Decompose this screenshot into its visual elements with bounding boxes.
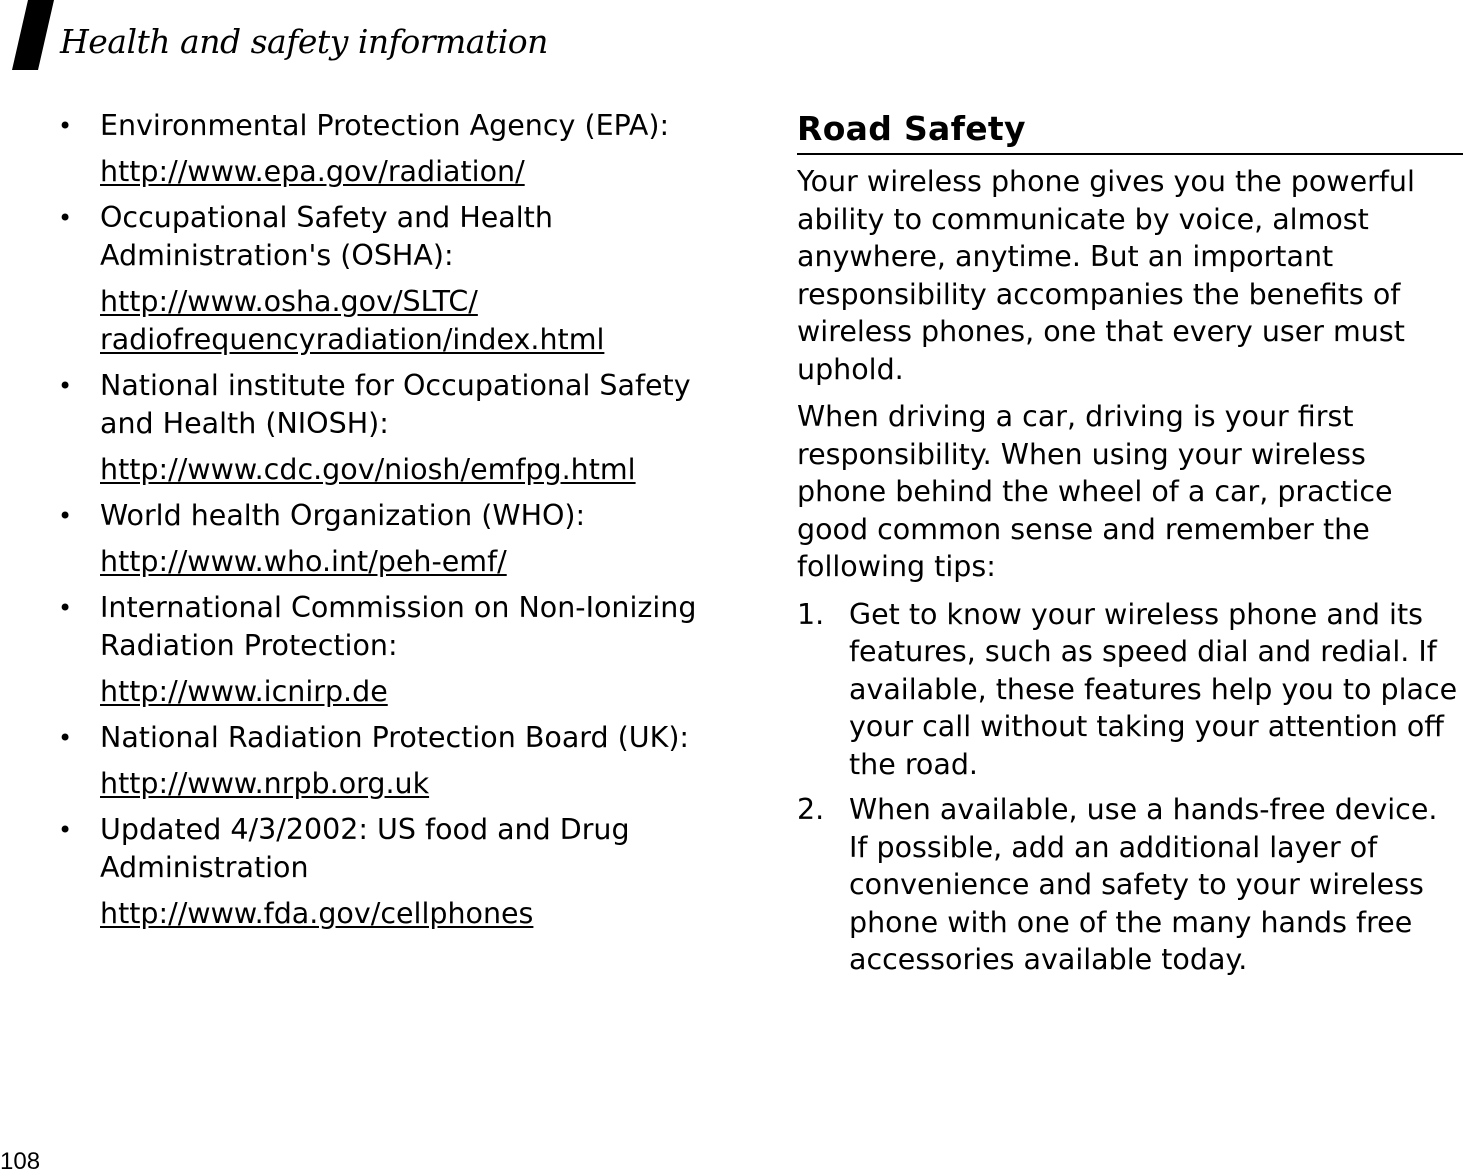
resource-link[interactable]: http://www.nrpb.org.uk (100, 767, 430, 800)
resource-label: World health Organization (WHO): (100, 499, 586, 532)
bullet-icon: • (58, 816, 73, 844)
road-safety-section (797, 107, 1463, 987)
section-title: Road Safety (797, 109, 1026, 148)
bullet-icon: • (58, 502, 73, 530)
tip-item (797, 791, 1463, 979)
resource-link[interactable]: http://www.cdc.gov/niosh/emfpg.html (100, 453, 636, 486)
tip-text: Get to know your wireless phone and its features, such as speed dial and redial. If available, these features help you to place your call without taking your attention off the road. (849, 597, 1458, 781)
resource-link[interactable]: http://www.who.int/peh-emf/ (100, 545, 507, 578)
section-divider (797, 153, 1463, 155)
bullet-icon: • (58, 594, 73, 622)
bullet-icon: • (58, 112, 73, 140)
header-accent-bar (12, 0, 54, 70)
tip-text: When available, use a hands-free device. If possible, add an additional layer of convenience and safety to your wireless phone with one of the many hands free accessories available today. (849, 793, 1438, 976)
driving-paragraph: When driving a car, driving is your first responsibility. When using your wireless phone behind the wheel of a car, practice good common sense and remember the following tips: (797, 400, 1393, 583)
resource-label: Occupational Safety and Health Administration's (OSHA): (100, 201, 553, 272)
list-item (58, 107, 718, 191)
list-item (58, 589, 718, 711)
resource-label: Updated 4/3/2002: US food and Drug Administration (100, 813, 630, 884)
resource-link[interactable]: http://www.icnirp.de (100, 675, 388, 708)
intro-paragraph: Your wireless phone gives you the powerful ability to communicate by voice, almost anywhere, anytime. But an important responsibility accompanies the benefits of wireless phones, one that every user must uphold. (797, 165, 1415, 386)
resource-link[interactable]: http://www.osha.gov/SLTC/ radiofrequencyradiation/index.html (100, 285, 605, 356)
list-item (58, 811, 718, 933)
page-header-title: Health and safety information (60, 22, 548, 61)
bullet-icon: • (58, 724, 73, 752)
resource-label: International Commission on Non-Ionizing Radiation Protection: (100, 591, 697, 662)
tip-item (797, 596, 1463, 784)
resource-link[interactable]: http://www.fda.gov/cellphones (100, 897, 534, 930)
resource-list (58, 107, 718, 941)
list-item (58, 199, 718, 359)
resource-label: Environmental Protection Agency (EPA): (100, 109, 670, 142)
list-item (58, 367, 718, 489)
page-number: 108 (0, 1148, 41, 1175)
resource-label: National Radiation Protection Board (UK): (100, 721, 690, 754)
list-item (58, 497, 718, 581)
bullet-icon: • (58, 204, 73, 232)
list-item (58, 719, 718, 803)
resource-label: National institute for Occupational Safety and Health (NIOSH): (100, 369, 691, 440)
resource-link[interactable]: http://www.epa.gov/radiation/ (100, 155, 525, 188)
tip-number: 2. (797, 793, 825, 826)
bullet-icon: • (58, 372, 73, 400)
tip-number: 1. (797, 597, 825, 631)
